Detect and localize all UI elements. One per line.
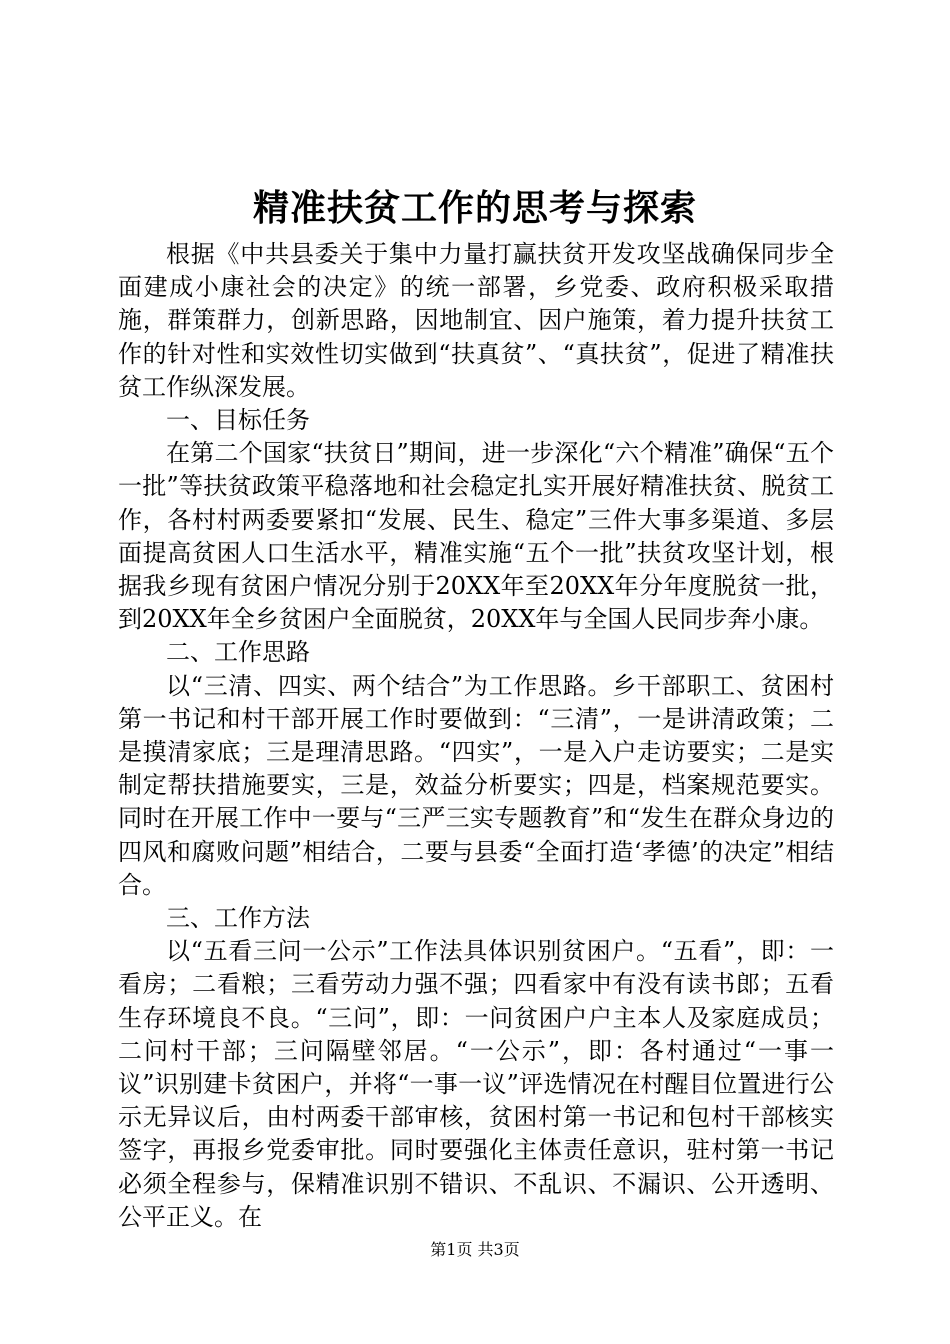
section-heading-methods: 三、工作方法: [166, 904, 310, 933]
methods-paragraph: 以“五看三问一公示”工作法具体识别贫困户。“五看”，即：一看房；二看粮；三看劳动力强不强；四看家中有没有读书郎；五看生存环境良不良。“三问”，即：一问贫困户户主本人及家庭成员；二问村干部；三问隔壁邻居。“一公示”，即：各村通过“一事一议”识别建卡贫困户，并将“一事一议”评选情况在村醒目位置进行公示无异议后，由村两委干部审核，贫困村第一书记和包村干部核实签字，再报乡党委审批。同时要强化主体责任意识，驻村第一书记必须全程参与，保精准识别不错识、不乱识、不漏识、公开透明、公平正义。在: [118, 937, 834, 1231]
goals-paragraph: 在第二个国家“扶贫日”期间，进一步深化“六个精准”确保“五个一批”等扶贫政策平稳落地和社会稳定扎实开展好精准扶贫、脱贫工作，各村村两委要紧扣“发展、民生、稳定”三件大事多渠道、多层面提高贫困人口生活水平，精准实施“五个一批”扶贫攻坚计划，根据我乡现有贫困户情况分别于20XX年至20XX年分年度脱贫一批，到20XX年全乡贫困户全面脱贫，20XX年与全国人民同步奔小康。: [118, 439, 834, 634]
section-heading-goals: 一、目标任务: [166, 406, 310, 435]
page-number: 第1页 共3页: [430, 1240, 520, 1259]
document-title: 精准扶贫工作的思考与探索: [252, 187, 697, 229]
section-heading-approach: 二、工作思路: [166, 638, 310, 667]
approach-paragraph: 以“三清、四实、两个结合”为工作思路。乡干部职工、贫困村第一书记和村干部开展工作时要做到：“三清”，一是讲清政策；二是摸清家底；三是理清思路。“四实”，一是入户走访要实；二是实制定帮扶措施要实，三是，效益分析要实；四是，档案规范要实。同时在开展工作中一要与“三严三实专题教育”和“发生在群众身边的四风和腐败问题”相结合，二要与县委“全面打造‘孝德’的决定”相结合。: [118, 671, 834, 899]
document-body: [118, 238, 834, 1234]
intro-paragraph: 根据《中共县委关于集中力量打赢扶贫开发攻坚战确保同步全面建成小康社会的决定》的统一部署，乡党委、政府积极采取措施，群策群力，创新思路，因地制宜、因户施策，着力提升扶贫工作的针对性和实效性切实做到“扶真贫”、“真扶贫”，促进了精准扶贫工作纵深发展。: [118, 240, 834, 401]
